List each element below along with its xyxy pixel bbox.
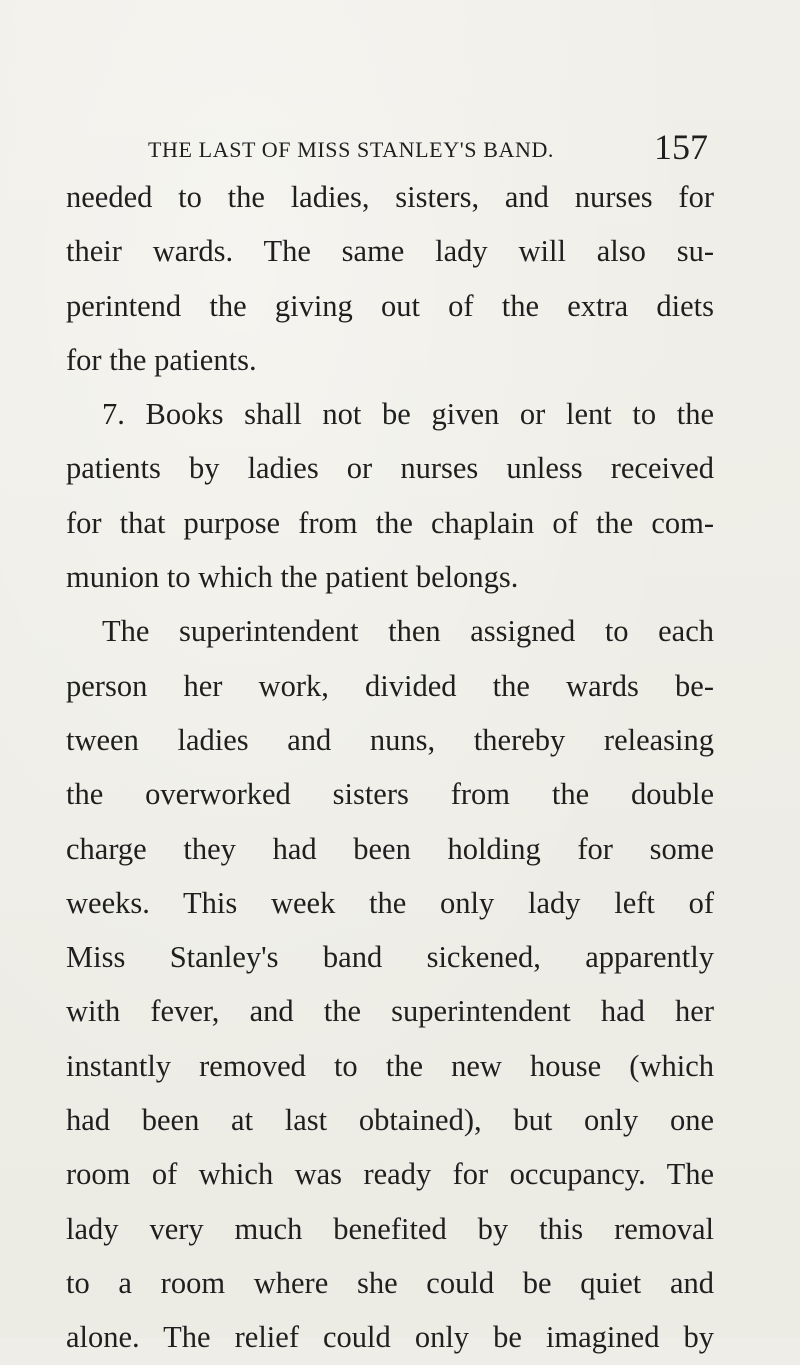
text-line: to a room where she could be quiet and <box>66 1265 714 1300</box>
text-line: their wards. The same lady will also su- <box>66 234 714 269</box>
text-line: person her work, divided the wards be- <box>66 668 714 703</box>
text-line: the overworked sisters from the double <box>66 777 714 812</box>
text-line: with fever, and the superintendent had her <box>66 994 714 1029</box>
text-line: for that purpose from the chaplain of the com- <box>66 505 714 540</box>
text-line: for the patients. <box>66 342 257 377</box>
text-line: had been at last obtained), but only one <box>66 1103 714 1138</box>
page-number: 157 <box>654 127 708 167</box>
text-line: weeks. This week the only lady left of <box>66 885 714 920</box>
running-head <box>148 126 708 174</box>
text-line: instantly removed to the new house (which <box>66 1048 714 1083</box>
text-line: room of which was ready for occupancy. The <box>66 1157 714 1192</box>
text-line: patients by ladies or nurses unless received <box>66 451 714 486</box>
text-line: 7. Books shall not be given or lent to the <box>102 397 714 432</box>
text-line: lady very much benefited by this removal <box>66 1211 714 1246</box>
text-line: needed to the ladies, sisters, and nurses for <box>66 180 714 214</box>
text-line: munion to which the patient belongs. <box>66 560 519 595</box>
text-line: perintend the giving out of the extra diets <box>66 288 714 323</box>
text-line: alone. The relief could only be imagined by <box>66 1320 714 1355</box>
text-line: The superintendent then assigned to each <box>102 614 714 649</box>
body-text <box>66 170 714 1365</box>
text-line: tween ladies and nuns, thereby releasing <box>66 722 714 757</box>
running-title: THE LAST OF MISS STANLEY'S BAND. <box>148 137 555 162</box>
text-line: Miss Stanley's band sickened, apparently <box>66 940 714 975</box>
text-line: charge they had been holding for some <box>66 831 714 866</box>
